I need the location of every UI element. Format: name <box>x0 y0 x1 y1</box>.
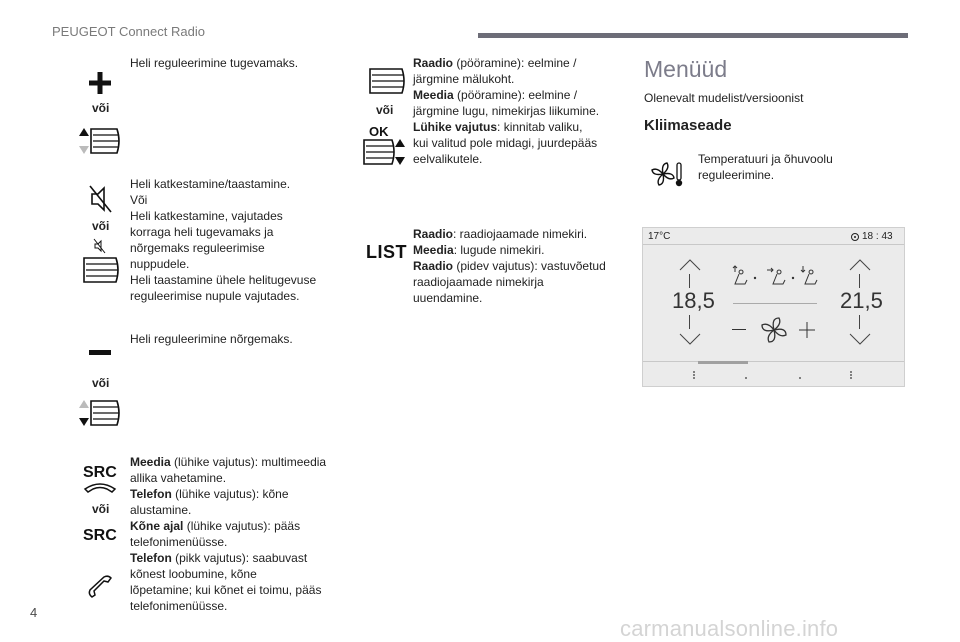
fan-icon <box>760 316 788 344</box>
or-label: või <box>92 376 110 390</box>
src-text: Meedia (lühike vajutus): multimeedia allika vahetamine. Telefon (lühike vajutus): kõne alustamine. Kõne ajal (lühike vajutus): pääs telefonimenüüsse. Telefon (pikk vajutus): saabuvast kõnest loobumine, kõne lõpetamine; kui kõnet ei toimu, pääs telefonimenüüsse. <box>130 455 327 613</box>
subsection-heading: Kliimaseade <box>644 117 732 134</box>
airflow-distribution-icons[interactable] <box>729 264 823 288</box>
thumbwheel-down-icon <box>77 398 123 428</box>
right-temp-up-chevron-icon[interactable] <box>848 258 872 272</box>
or-label: või <box>92 101 110 115</box>
src-button-label: SRC <box>83 527 117 544</box>
thumbwheel-updown-icon <box>362 137 408 167</box>
bottom-menu-dots[interactable] <box>643 366 904 384</box>
climate-screen <box>642 227 905 387</box>
right-temp-tick <box>859 315 860 329</box>
right-temp-down-chevron-icon[interactable] <box>848 332 872 346</box>
minus-icon <box>89 350 111 356</box>
phone-hangup-icon <box>83 480 117 494</box>
src-button-label: SRC <box>83 464 117 481</box>
phone-handset-icon <box>86 573 114 601</box>
outside-temperature: 17°C <box>648 231 671 242</box>
or-label: või <box>92 502 110 516</box>
status-divider <box>643 244 904 245</box>
watermark: carmanualsonline.info <box>620 616 839 641</box>
left-temp-tick <box>689 274 690 288</box>
thumbwheel-icon <box>80 255 122 285</box>
page-number: 4 <box>30 605 38 620</box>
left-temp-up-chevron-icon[interactable] <box>678 258 702 272</box>
mute-text: Heli katkestamine/taastamine. Või Heli katkestamine, vajutades korraga heli tugevamaks ja nõrgemaks reguleerimise nuppudele. Heli taastamine ühele helitugevuse reguleerimise nupule vajutades. <box>130 177 317 303</box>
bottom-divider <box>643 361 904 362</box>
gps-icon <box>850 232 860 242</box>
fan-thermometer-icon <box>650 160 686 188</box>
left-temp-tick <box>689 315 690 329</box>
mute-speaker-small-icon <box>93 238 107 254</box>
or-label: või <box>92 219 110 233</box>
fan-minus-icon[interactable] <box>732 329 746 330</box>
ok-button-label: OK <box>369 124 389 139</box>
right-temp-tick <box>859 274 860 288</box>
clock: 18 : 43 <box>862 231 893 242</box>
ok-text: Raadio (pööramine): eelmine / järgmine mälukoht. Meedia (pööramine): eelmine / järgmine lugu, nimekirjas liikumine. Lühike vajutus: kinnitab valiku, kui valitud pole midagi, juurdepääs eelvalikutele. <box>413 56 600 166</box>
volume-down-text: Heli reguleerimine nõrgemaks. <box>130 332 293 346</box>
climate-text: Temperatuuri ja õhuvoolu reguleerimine. <box>698 152 833 182</box>
left-temp-down-chevron-icon[interactable] <box>678 332 702 346</box>
left-temperature: 18,5 <box>672 288 715 313</box>
airflow-divider <box>733 303 817 304</box>
plus-icon <box>89 72 111 94</box>
thumbwheel-icon <box>366 66 408 96</box>
section-subtitle: Olenevalt mudelist/versioonist <box>644 91 804 105</box>
mute-speaker-icon <box>89 184 113 214</box>
header-title: PEUGEOT Connect Radio <box>52 24 205 39</box>
or-label: või <box>376 103 394 117</box>
header-bar <box>478 33 908 38</box>
volume-up-text: Heli reguleerimine tugevamaks. <box>130 56 299 70</box>
list-button-label: LIST <box>366 242 407 262</box>
fan-plus-icon[interactable] <box>799 322 815 338</box>
thumbwheel-up-icon <box>77 126 123 156</box>
section-heading: Menüüd <box>644 56 728 82</box>
active-tab-indicator <box>698 361 748 364</box>
right-temperature: 21,5 <box>840 288 883 313</box>
list-text: Raadio: raadiojaamade nimekiri. Meedia: lugude nimekiri. Raadio (pidev vajutus): vastuvõetud raadiojaamade nimekirja uuendamine. <box>413 227 606 305</box>
